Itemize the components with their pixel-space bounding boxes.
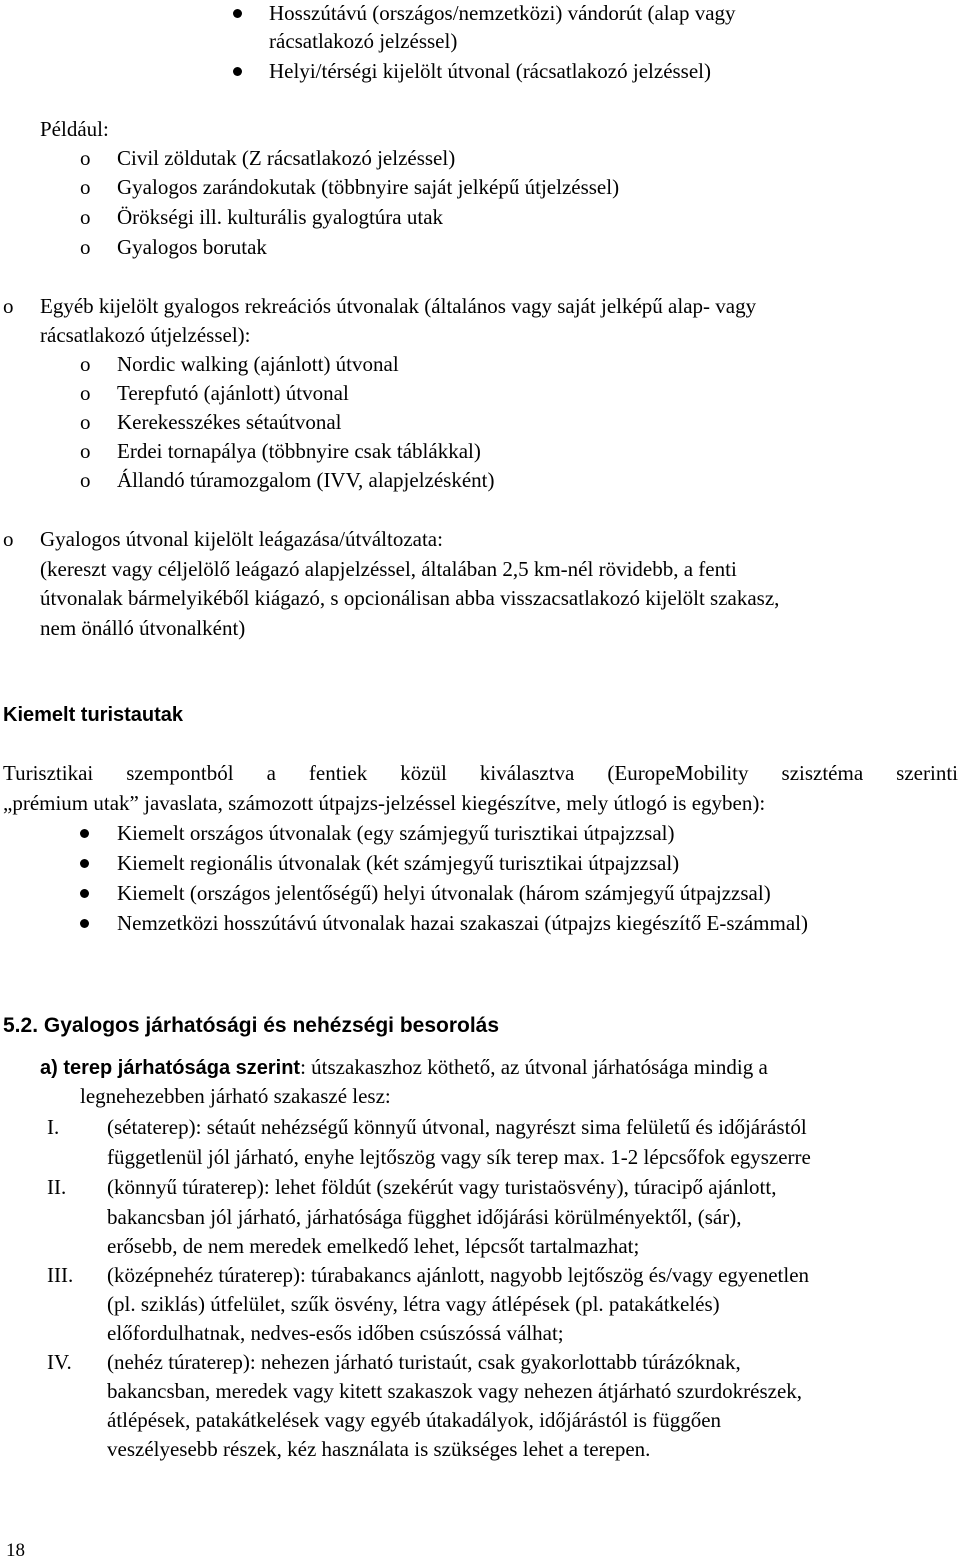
sub-marker: o xyxy=(80,352,91,376)
class-line: (pl. sziklás) útfelület, szűk ösvény, létra vagy átlépések (pl. patakátkelés) xyxy=(107,1292,720,1316)
class-line: bakancsban, meredek vagy kitett szakaszok vagy nehezen átjárható szurdokrészek, xyxy=(107,1379,803,1403)
class-number: IV. xyxy=(47,1350,72,1374)
highlighted-intro-line: „prémium utak” javaslata, számozott útpajzs-jelzéssel kiegészítve, mely útlogó is egyben): xyxy=(3,791,766,815)
terrain-intro-line xyxy=(40,1054,768,1081)
page-number: 18 xyxy=(6,1540,25,1561)
other-routes-item: Terepfutó (ajánlott) útvonal xyxy=(117,381,349,405)
sub-marker: o xyxy=(80,439,91,463)
other-routes-line: Egyéb kijelölt gyalogos rekreációs útvonalak (általános vagy saját jelképű alap- vagy xyxy=(40,294,757,318)
section-heading: Kiemelt turistautak xyxy=(3,704,184,726)
sub-marker: o xyxy=(80,175,91,199)
example-label: Például: xyxy=(40,117,109,141)
example-item: Gyalogos zarándokutak (többnyire saját jelképű útjelzéssel) xyxy=(117,175,620,199)
class-line: veszélyesebb részek, kéz használata is szükséges lehet a terepen. xyxy=(107,1437,651,1461)
top-bullet-line: Helyi/térségi kijelölt útvonal (rácsatlakozó jelzéssel) xyxy=(269,59,712,83)
class-number: II. xyxy=(47,1175,67,1199)
other-routes-item: Állandó túramozgalom (IVV, alapjelzésként) xyxy=(117,468,495,492)
class-line: bakancsban jól járható, járhatósága függhet időjárási körülményektől, (sár), xyxy=(107,1205,742,1229)
example-item: Gyalogos borutak xyxy=(117,235,267,259)
other-routes-item: Nordic walking (ajánlott) útvonal xyxy=(117,352,399,376)
highlighted-bullet: Kiemelt országos útvonalak (egy számjegyű turisztikai útpajzzsal) xyxy=(117,821,675,845)
class-line: előfordulhatnak, nedves-esős időben csúszóssá válhat; xyxy=(107,1321,564,1345)
terrain-intro-rest: : útszakaszhoz köthető, az útvonal járhatósága mindig a xyxy=(300,1055,768,1079)
highlighted-bullet: Kiemelt regionális útvonalak (két számjegyű turisztikai útpajzzsal) xyxy=(117,851,680,875)
bullet-dot-icon xyxy=(80,829,89,838)
top-bullet-line: rácsatlakozó jelzéssel) xyxy=(269,29,458,53)
other-routes-item: Kerekesszékes sétaútvonal xyxy=(117,410,342,434)
top-bullet-line: Hosszútávú (országos/nemzetközi) vándorút (alap vagy xyxy=(269,1,736,25)
sub-marker: o xyxy=(80,146,91,170)
example-item: Civil zöldutak (Z rácsatlakozó jelzéssel) xyxy=(117,146,456,170)
class-line: átlépések, patakátkelések vagy egyéb útakadályok, időjárástól is függően xyxy=(107,1408,722,1432)
sub-marker: o xyxy=(80,235,91,259)
bullet-dot-icon xyxy=(80,859,89,868)
class-line: (könnyű túraterep): lehet földút (szekérút vagy turistaösvény), túracipő ajánlott, xyxy=(107,1175,777,1199)
class-line: (középnehéz túraterep): túrabakancs ajánlott, nagyobb lejtőszög és/vagy egyenetlen xyxy=(107,1263,810,1287)
branch-line: (kereszt vagy céljelölő leágazó alapjelzéssel, általában 2,5 km-nél rövidebb, a fenti xyxy=(40,557,737,581)
example-item: Örökségi ill. kulturális gyalogtúra utak xyxy=(117,205,444,229)
list-marker: o xyxy=(3,294,14,318)
section-heading: 5.2. Gyalogos járhatósági és nehézségi besorolás xyxy=(3,1014,500,1037)
terrain-intro-line: legnehezebben járható szakaszé lesz: xyxy=(80,1084,391,1108)
class-line: erősebb, de nem meredek emelkedő lehet, lépcsőt tartalmazhat; xyxy=(107,1234,640,1258)
class-number: I. xyxy=(47,1115,60,1139)
class-number: III. xyxy=(47,1263,74,1287)
branch-line: nem önálló útvonalként) xyxy=(40,616,246,640)
branch-line: útvonalak bármelyikéből kiágazó, s opcionálisan abba visszacsatlakozó kijelölt szakasz, xyxy=(40,586,780,610)
highlighted-intro-line: Turisztikai szempontból a fentiek közül kiválasztva (EuropeMobility szisztéma szerinti xyxy=(3,761,958,785)
class-line: (nehéz túraterep): nehezen járható turistaút, csak gyakorlottabb túrázóknak, xyxy=(107,1350,741,1374)
bullet-dot-icon xyxy=(233,67,242,76)
highlighted-bullet: Kiemelt (országos jelentőségű) helyi útvonalak (három számjegyű útpajzzsal) xyxy=(117,881,771,905)
class-line: függetlenül jól járható, enyhe lejtőszög vagy sík terep max. 1-2 lépcsőfok egyszerre xyxy=(107,1145,811,1169)
other-routes-item: Erdei tornapálya (többnyire csak táblákkal) xyxy=(117,439,481,463)
list-marker: o xyxy=(3,527,14,551)
sub-marker: o xyxy=(80,468,91,492)
sub-marker: o xyxy=(80,381,91,405)
sub-marker: o xyxy=(80,410,91,434)
class-line: (sétaterep): sétaút nehézségű könnyű útvonal, nagyrészt sima felületű és időjárástól xyxy=(107,1115,807,1139)
other-routes-line: rácsatlakozó útjelzéssel): xyxy=(40,323,251,347)
sub-marker: o xyxy=(80,205,91,229)
bullet-dot-icon xyxy=(80,919,89,928)
bullet-dot-icon xyxy=(80,889,89,898)
highlighted-bullet: Nemzetközi hosszútávú útvonalak hazai szakaszai (útpajzs kiegészítő E-számmal) xyxy=(117,911,808,935)
bullet-dot-icon xyxy=(233,9,242,18)
terrain-intro-bold: a) terep járhatósága szerint xyxy=(40,1057,301,1079)
branch-line: Gyalogos útvonal kijelölt leágazása/útváltozata: xyxy=(40,527,443,551)
